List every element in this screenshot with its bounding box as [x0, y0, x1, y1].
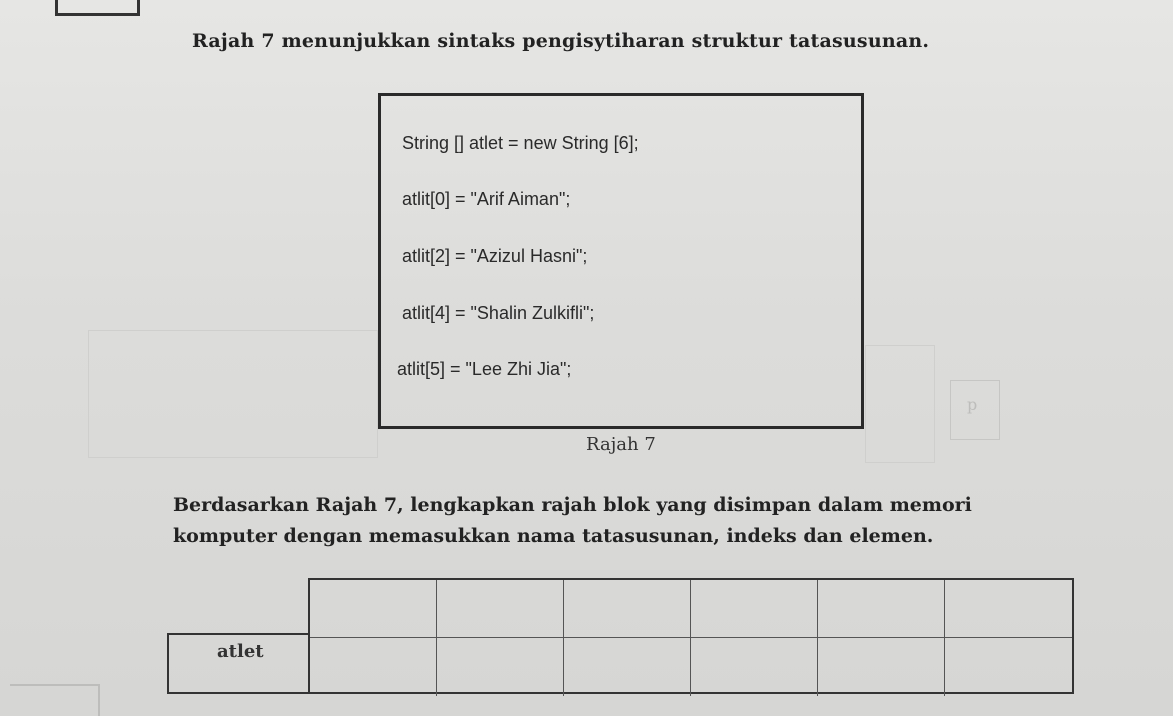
index-cell[interactable]	[691, 580, 818, 638]
index-cell[interactable]	[945, 580, 1072, 638]
element-cell[interactable]	[437, 638, 564, 696]
code-box	[378, 93, 864, 429]
code-line: atlit[5] = "Lee Zhi Jia";	[397, 359, 572, 379]
element-cell[interactable]	[818, 638, 945, 696]
array-name-cell	[167, 633, 310, 694]
index-cell[interactable]	[310, 580, 437, 638]
code-line: atlit[4] = "Shalin Zulkifli";	[402, 303, 595, 323]
faint-glyph: p	[967, 395, 978, 414]
corner-frame-mark	[55, 0, 140, 16]
element-cell[interactable]	[310, 638, 437, 696]
answer-block-diagram	[308, 578, 1074, 694]
answer-grid	[308, 578, 1074, 694]
index-cell[interactable]	[818, 580, 945, 638]
question-intro: Rajah 7 menunjukkan sintaks pengisytiharan struktur tatasusunan.	[192, 30, 930, 52]
index-cell[interactable]	[437, 580, 564, 638]
element-cell[interactable]	[564, 638, 691, 696]
element-cell[interactable]	[945, 638, 1072, 696]
code-line: String [] atlet = new String [6];	[402, 133, 639, 153]
code-line: atlit[2] = "Azizul Hasni";	[402, 246, 588, 266]
index-cell[interactable]	[564, 580, 691, 638]
background-faint-box	[865, 345, 935, 463]
code-line: atlit[0] = "Arif Aiman";	[402, 189, 571, 209]
question-instruction: Berdasarkan Rajah 7, lengkapkan rajah blok yang disimpan dalam memori komputer dengan memasukkan nama tatasusunan, indeks dan elemen.	[173, 494, 972, 547]
array-name-label: atlet	[217, 641, 264, 662]
figure-caption: Rajah 7	[586, 434, 656, 455]
element-cell[interactable]	[691, 638, 818, 696]
background-faint-box	[88, 330, 378, 458]
corner-frame-mark	[10, 684, 100, 716]
